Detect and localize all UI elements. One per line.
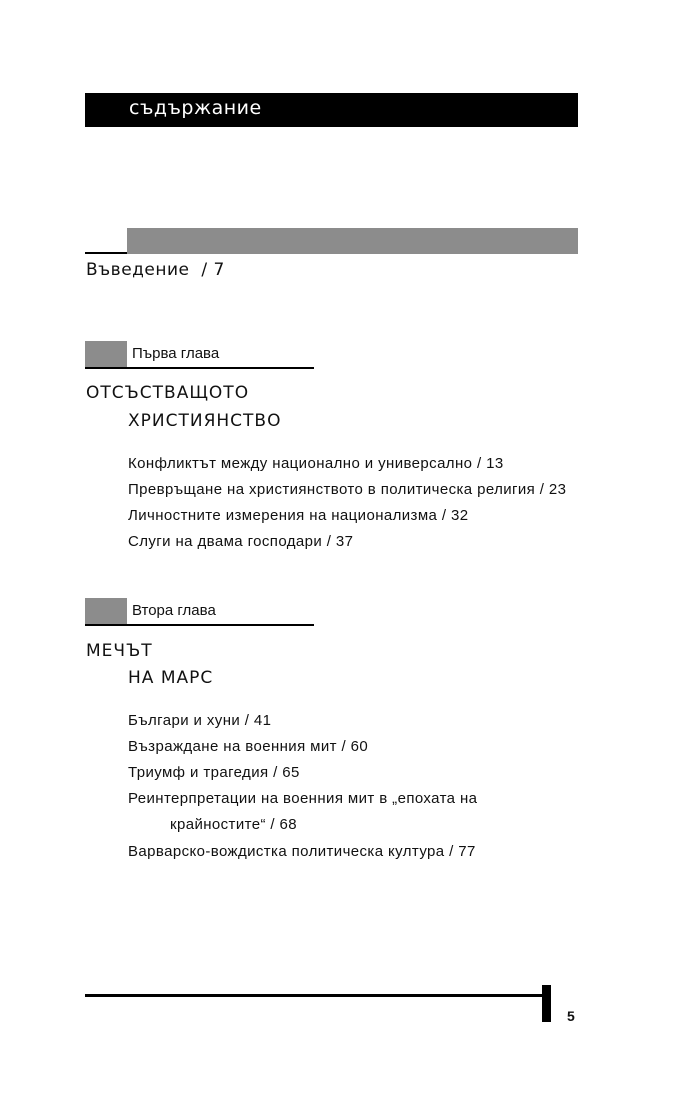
chapter-2-entry: Варварско-вождистка политическа култура / 77 <box>128 843 476 860</box>
intro-rule <box>85 252 127 254</box>
chapter-2-entry-continuation: крайностите“ / 68 <box>170 816 298 833</box>
chapter-1-marker <box>85 341 127 367</box>
intro-page: / 7 <box>201 260 225 280</box>
chapter-1-entry: Личностните измерения на национализма / 32 <box>128 507 469 524</box>
chapter-2-entry: Възраждане на военния мит / 60 <box>128 738 369 755</box>
chapter-2-entry: Триумф и трагедия / 65 <box>128 764 300 781</box>
toc-header-bar <box>85 93 578 127</box>
chapter-1-title-line2: ХРИСТИЯНСТВО <box>128 411 282 431</box>
chapter-1-label: Първа глава <box>132 345 220 362</box>
chapter-1-title-line1: ОТСЪСТВАЩОТО <box>86 383 250 403</box>
chapter-2-label: Втора глава <box>132 602 216 619</box>
chapter-1-rule <box>85 367 314 369</box>
toc-title: съдържание <box>129 97 262 119</box>
chapter-1-entry: Конфликтът между национално и универсално / 13 <box>128 455 504 472</box>
footer-marker-block <box>542 985 551 1022</box>
chapter-2-marker <box>85 598 127 624</box>
intro-label: Въведение <box>86 260 190 280</box>
chapter-1-entry: Слуги на двама господари / 37 <box>128 533 354 550</box>
chapter-2-title-line1: МЕЧЪТ <box>86 641 153 661</box>
chapter-2-title-line2: НА МАРС <box>128 668 214 688</box>
chapter-2-entry: Реинтерпретации на военния мит в „епохата на <box>128 790 478 807</box>
page-number: 5 <box>567 1008 575 1024</box>
intro-gray-bar <box>127 228 578 254</box>
chapter-2-entry: Българи и хуни / 41 <box>128 712 272 729</box>
footer-rule <box>85 994 542 997</box>
chapter-1-entry: Превръщане на християнството в политическа религия / 23 <box>128 481 567 498</box>
chapter-2-rule <box>85 624 314 626</box>
intro-entry <box>86 260 225 280</box>
